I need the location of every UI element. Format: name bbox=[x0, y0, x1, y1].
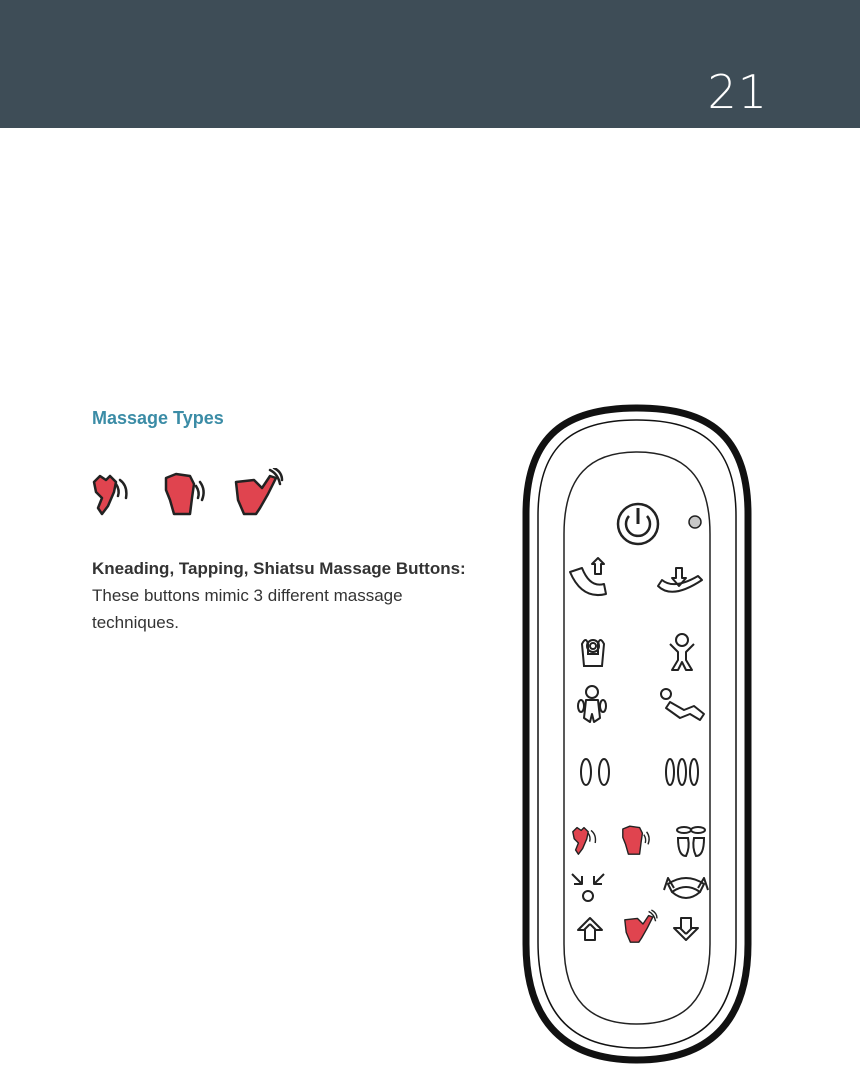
indicator-light bbox=[689, 516, 701, 528]
massage-type-icons bbox=[90, 468, 290, 520]
shiatsu-icon bbox=[236, 468, 282, 514]
kneading-icon bbox=[94, 476, 126, 514]
description-title: Kneading, Tapping, Shiatsu Massage Buttons: bbox=[92, 559, 466, 578]
remote-control bbox=[512, 404, 762, 1066]
tapping-icon bbox=[166, 474, 204, 514]
section-title: Massage Types bbox=[92, 408, 224, 428]
description bbox=[92, 555, 492, 636]
power-button[interactable] bbox=[618, 504, 658, 544]
page-number: 21 bbox=[707, 65, 768, 119]
description-body: These buttons mimic 3 different massage techniques. bbox=[92, 586, 403, 632]
